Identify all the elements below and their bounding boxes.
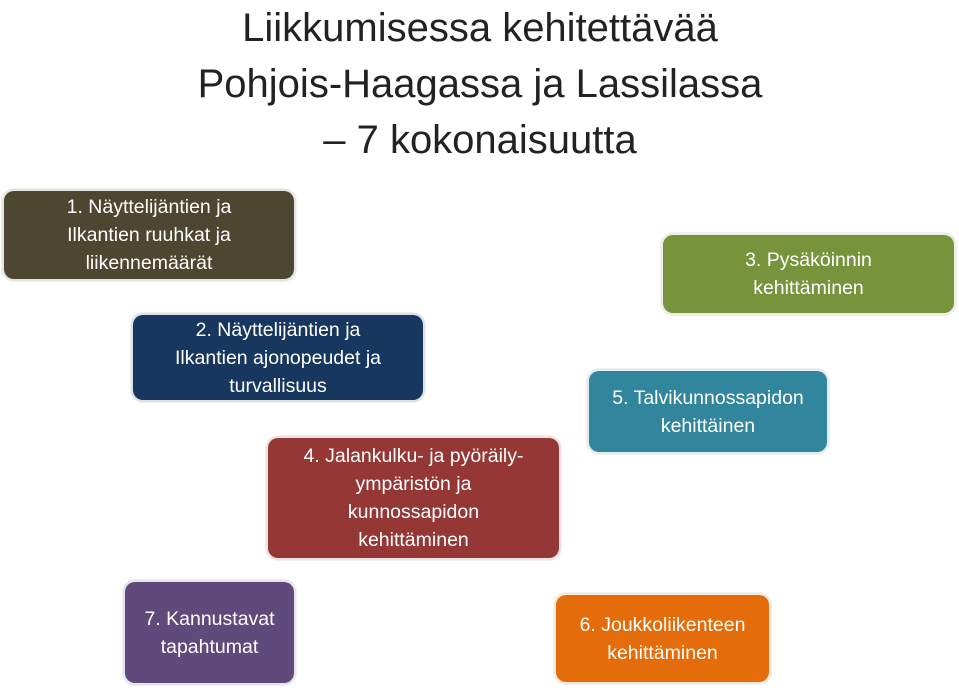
- page-title: [140, 0, 820, 168]
- title-line-3: – 7 kokonaisuutta: [323, 118, 637, 162]
- topic-box-2-speeds-safety: [131, 313, 425, 402]
- topic-box-5-label: 5. Talvikunnossapidon kehittäinen: [612, 386, 804, 437]
- topic-box-4-walking-cycling: [266, 436, 561, 560]
- topic-box-1-label: 1. Näyttelijäntien ja Ilkantien ruuhkat ja liikennemäärät: [66, 196, 232, 274]
- topic-box-7-label: 7. Kannustavat tapahtumat: [144, 607, 275, 658]
- topic-box-6-label: 6. Joukkoliikenteen kehittäminen: [579, 613, 746, 664]
- topic-box-4-label: 4. Jalankulku- ja pyöräily- ympäristön ja kunnossapidon kehittäminen: [303, 445, 524, 551]
- topic-box-1-congestion: [2, 189, 296, 281]
- title-line-2: Pohjois-Haagassa ja Lassilassa: [197, 62, 763, 106]
- topic-box-3-parking: [661, 233, 956, 315]
- topic-box-3-label: 3. Pysäköinnin kehittäminen: [745, 249, 872, 299]
- title-line-1: Liikkumisessa kehitettävää: [242, 6, 718, 50]
- topic-box-2-label: 2. Näyttelijäntien ja Ilkantien ajonopeudet ja turvallisuus: [175, 318, 381, 397]
- topic-box-5-winter-maintenance: [587, 369, 829, 454]
- topic-box-7-events: [123, 580, 296, 685]
- topic-box-6-public-transport: [554, 593, 771, 684]
